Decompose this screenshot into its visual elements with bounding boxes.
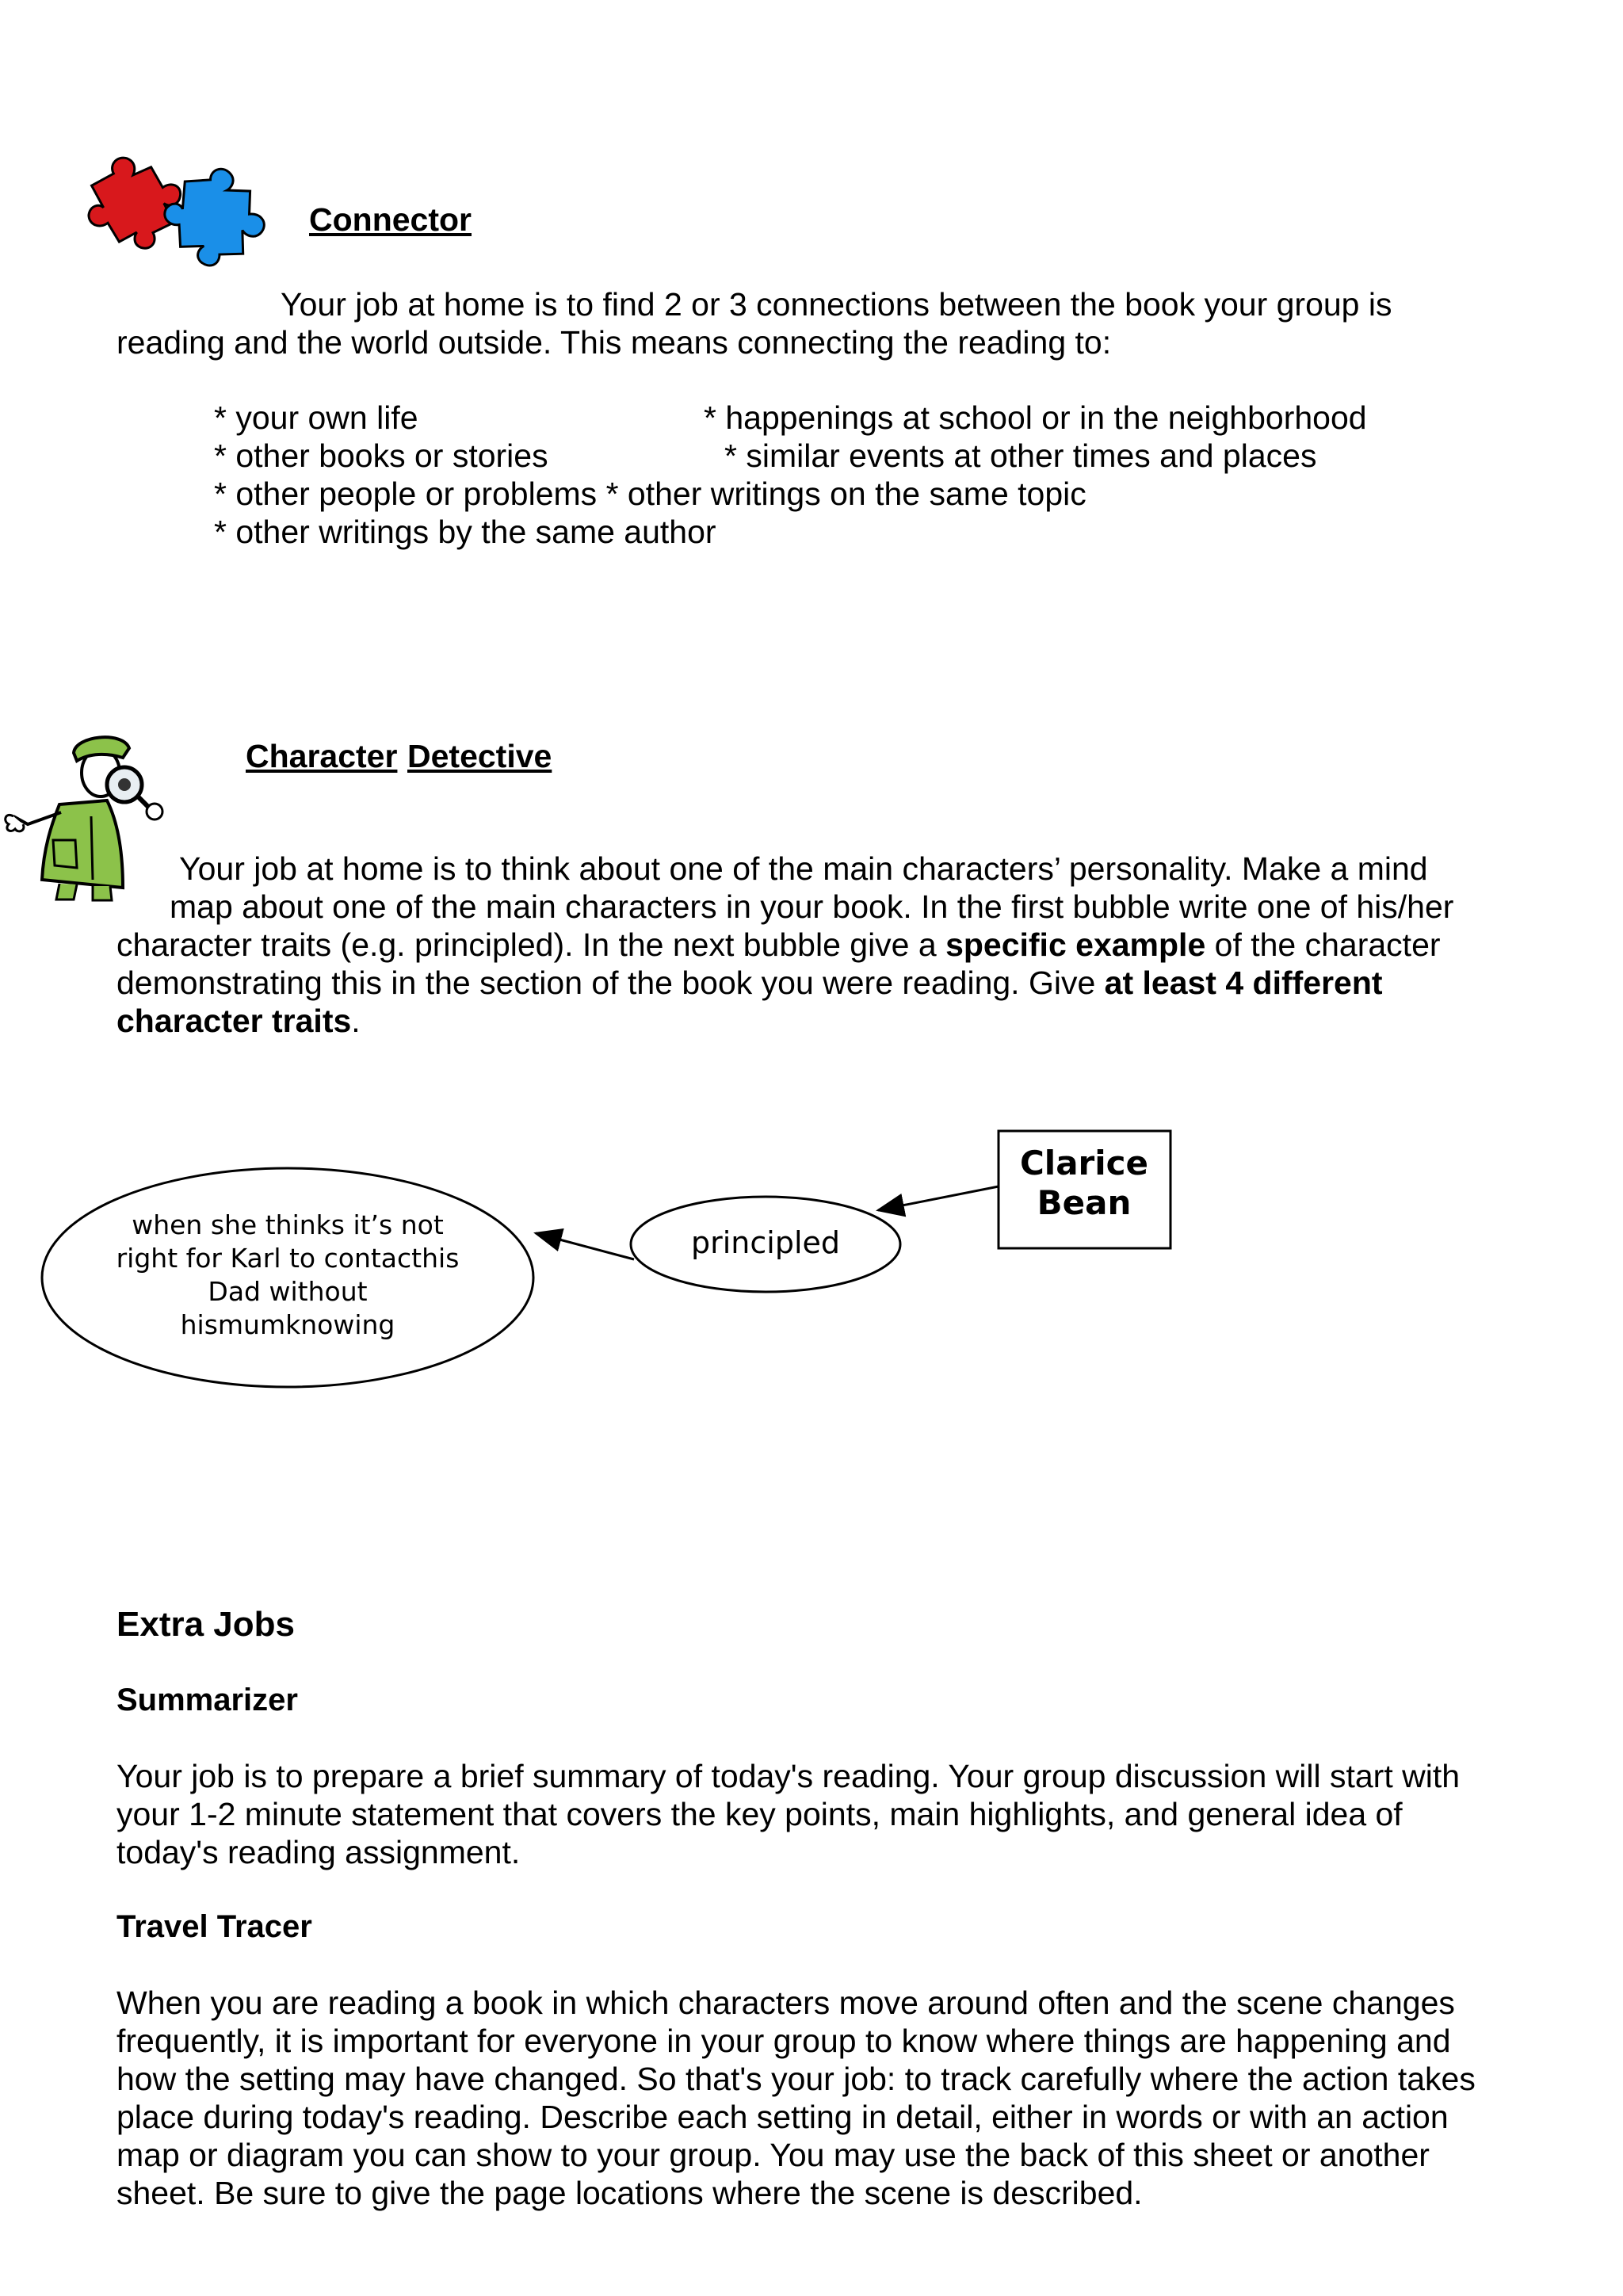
- travel-line4: place during today's reading. Describe each setting in detail, either in words or with an action: [116, 2099, 1449, 2135]
- summarizer-line1: Your job is to prepare a brief summary of today's reading. Your group discussion will start with: [116, 1758, 1461, 1794]
- travel-line1: When you are reading a book in which characters move around often and the scene changes: [116, 1985, 1455, 2021]
- example-line2: right for Karl to contacthis: [116, 1243, 460, 1274]
- detective-magnifier-icon: [4, 729, 174, 904]
- character-name-line1: Clarice: [1019, 1144, 1149, 1182]
- connector-intro-line2: reading and the world outside. This means connecting the reading to:: [116, 324, 1112, 361]
- travel-line6: sheet. Be sure to give the page locations where the scene is described.: [116, 2175, 1143, 2211]
- summarizer-title: Summarizer: [116, 1683, 298, 1717]
- connector-bullet-school: * happenings at school or in the neighborhood: [704, 399, 1367, 436]
- character-name-line2: Bean: [1037, 1183, 1132, 1222]
- summarizer-line3: today's reading assignment.: [116, 1834, 521, 1870]
- detective-line1: Your job at home is to think about one of the main characters’ personality. Make a mind: [179, 850, 1428, 887]
- detective-title-character: Character: [246, 738, 398, 774]
- mind-map: [0, 1110, 1623, 1411]
- arrow-character-to-trait: [878, 1186, 999, 1210]
- detective-section: [0, 713, 1623, 1062]
- detective-line5: character traits.: [116, 1003, 361, 1039]
- arrow-trait-to-example: [536, 1233, 634, 1259]
- trait-label: principled: [690, 1225, 841, 1260]
- travel-line5: map or diagram you can show to your group. You may use the back of this sheet or another: [116, 2137, 1430, 2173]
- detective-line3: character traits (e.g. principled). In the next bubble give a specific example of the character: [116, 926, 1441, 963]
- connector-title: Connector: [309, 201, 472, 238]
- detective-line2: map about one of the main characters in your book. In the first bubble write one of his/her: [170, 888, 1454, 925]
- connector-bullet-author: * other writings by the same author: [214, 514, 716, 550]
- travel-line2: frequently, it is important for everyone in your group to know where things are happening and: [116, 2023, 1451, 2059]
- connector-bullet-own-life: * your own life: [214, 399, 418, 436]
- connector-bullet-events: * similar events at other times and places: [724, 437, 1317, 474]
- example-line4: hismumknowing: [180, 1309, 395, 1340]
- travel-line3: how the setting may have changed. So that's your job: to track carefully where the action takes: [116, 2061, 1476, 2097]
- example-line3: Dad without: [208, 1276, 368, 1307]
- extra-jobs-title: Extra Jobs: [116, 1605, 295, 1644]
- puzzle-pieces-icon: [63, 147, 293, 289]
- detective-line4: demonstrating this in the section of the book you were reading. Give at least 4 different: [116, 965, 1383, 1001]
- detective-title-detective: Detective: [407, 738, 552, 774]
- extra-jobs-section: [0, 1585, 1623, 2235]
- connector-intro-line1: Your job at home is to find 2 or 3 connections between the book your group is: [281, 286, 1392, 323]
- connector-section: [0, 0, 1623, 571]
- summarizer-line2: your 1-2 minute statement that covers the key points, main highlights, and general idea of: [116, 1796, 1403, 1832]
- connector-bullet-books: * other books or stories: [214, 437, 548, 474]
- example-line1: when she thinks it’s not: [132, 1209, 444, 1240]
- travel-tracer-title: Travel Tracer: [116, 1909, 312, 1944]
- connector-bullet-people: * other people or problems * other writings on the same topic: [214, 476, 1086, 512]
